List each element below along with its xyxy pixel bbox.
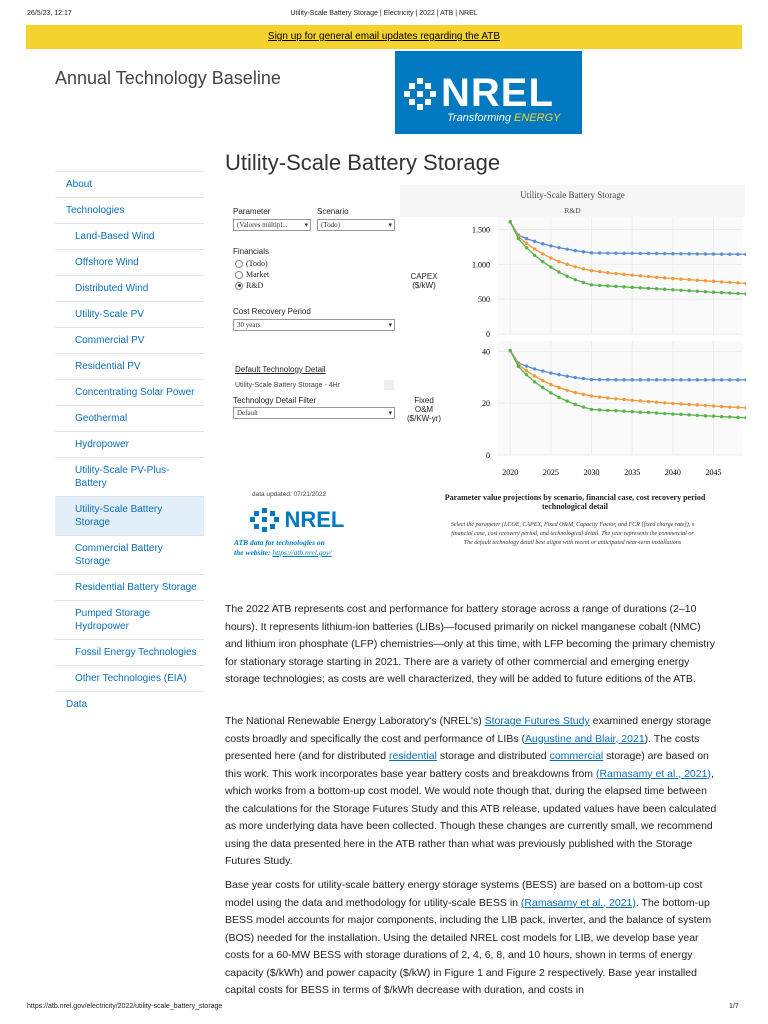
chart-caption-title-line2: technological detail (542, 502, 608, 511)
chart-data-point (565, 274, 568, 277)
chart-plot-area (498, 217, 742, 334)
chart-y-tick-label: 1.500 (472, 225, 490, 235)
chart-data-point (565, 389, 568, 392)
chart-data-point (517, 237, 520, 240)
default-tech-label: Default Technology Detail (235, 365, 326, 374)
chart-data-point (557, 386, 560, 389)
chart-data-point (744, 416, 746, 419)
chart-y-tick-label: 20 (482, 399, 490, 409)
parameter-label: Parameter (233, 207, 271, 216)
chart-data-point (679, 402, 682, 405)
sidebar-item-other-technologies-eia[interactable]: Other Technologies (EIA) (55, 665, 204, 691)
chart-data-point (647, 400, 650, 403)
chart-data-point (565, 399, 568, 402)
chart-y-tick-label: 1.000 (472, 260, 490, 270)
chart-data-point (720, 291, 723, 294)
atb-data-note-line1: ATB data for technologies on (234, 538, 325, 547)
chart-data-point (574, 278, 577, 281)
chart-y-tick-label: 500 (478, 295, 490, 305)
chart-data-point (639, 286, 642, 289)
chart-data-point (533, 380, 536, 383)
chart-caption-title-line1: Parameter value projections by scenario, financial case, cost recovery period (444, 493, 706, 502)
chart-data-point (541, 379, 544, 382)
atb-data-note (234, 538, 332, 558)
chart-data-point (533, 240, 536, 243)
chart-data-point (736, 416, 739, 419)
chart-data-point (712, 280, 715, 283)
chart-data-point (598, 270, 601, 273)
sidebar-item-utility-scale-pv[interactable]: Utility-Scale PV (55, 301, 204, 327)
chart-data-point (663, 412, 666, 415)
chart-data-point (606, 251, 609, 254)
storage-futures-link[interactable]: Storage Futures Study (484, 715, 590, 727)
sidebar-item-land-based-wind[interactable]: Land-Based Wind (55, 223, 204, 249)
financials-label: Financials (233, 247, 270, 256)
chart-data-point (614, 285, 617, 288)
chart-data-point (541, 386, 544, 389)
sidebar-item-about[interactable]: About (55, 171, 204, 197)
sidebar-item-concentrating-solar-power[interactable]: Concentrating Solar Power (55, 379, 204, 405)
sidebar-item-distributed-wind[interactable]: Distributed Wind (55, 275, 204, 301)
nrel-small-logo-icon (250, 507, 280, 533)
scenario-select[interactable] (317, 219, 395, 231)
chart-caption-line: Select the parameter (LCOE, CAPEX, Fixed O&M, Capacity Factor, and FCR [fixed charge rate]), s (450, 522, 695, 528)
chart-data-point (671, 277, 674, 280)
chart-data-point (639, 274, 642, 277)
chart-data-point (582, 377, 585, 380)
chart-data-point (736, 378, 739, 381)
cost-recovery-select[interactable] (233, 319, 395, 331)
chart-data-point (557, 373, 560, 376)
chart-data-point (590, 251, 593, 254)
chart-caption-line: The default technology detail best aligns with recent or anticipated near-term installations (463, 540, 682, 546)
nrel-logo[interactable] (395, 51, 582, 134)
chart-data-point (696, 290, 699, 293)
sfs-text: storage and distributed (436, 750, 550, 762)
chart-data-point (736, 253, 739, 256)
atb-data-note-line2: the website: (234, 548, 271, 557)
sidebar-item-residential-pv[interactable]: Residential PV (55, 353, 204, 379)
chart-data-point (655, 276, 658, 279)
bess-text: Base year costs for utility-scale battery energy storage systems (BESS) are based on a bottom-up cost model using the data and methodology for utility-scale BESS in (225, 879, 703, 909)
ramasamy-link-2[interactable]: (Ramasamy et al., 2021) (520, 896, 636, 909)
intro-paragraph: The 2022 ATB represents cost and performance for battery storage across a range of durations (2–10 hours). It represents lithium-ion batteries (LIBs)—focused primarily on nickel manganese cobalt (NMC) and lithium iron phosphate (LFP) chemistries—only at this time, with LFP becoming the primary chemistry for stationary storage starting in 2021. There are a variety of other commercial and emerging energy storage technologies; as costs are well characterized, they will be added to future editions of the ATB. (225, 603, 715, 685)
chart-data-point (549, 383, 552, 386)
chart-data-point (655, 378, 658, 381)
print-datetime: 26/5/23, 12:17 (27, 10, 72, 17)
print-footer-url: https://atb.nrel.gov/electricity/2022/utility-scale_battery_storage (27, 1003, 223, 1010)
chart-data-point (696, 414, 699, 417)
chart-data-point (606, 378, 609, 381)
chart-data-point (525, 373, 528, 376)
chart-data-point (565, 247, 568, 250)
chart-data-point (704, 279, 707, 282)
chart-data-point (606, 271, 609, 274)
chart-data-point (631, 273, 634, 276)
chart-y-tick-label: 0 (486, 451, 490, 460)
chart-data-point (679, 413, 682, 416)
chart-data-point (704, 414, 707, 417)
print-doc-title: Utility-Scale Battery Storage | Electricity | 2022 | ATB | NREL (290, 10, 478, 17)
chart-data-point (557, 270, 560, 273)
chart-x-tick-label: 2020 (502, 468, 519, 477)
chart-data-point (533, 367, 536, 370)
chart-data-point (614, 397, 617, 400)
chart-data-point (614, 378, 617, 381)
chart-data-point (557, 396, 560, 399)
chart-data-point (679, 252, 682, 255)
chart-data-point (647, 378, 650, 381)
chart-data-point (631, 399, 634, 402)
chart-data-point (728, 291, 731, 294)
chart-data-point (590, 269, 593, 272)
nrel-tagline (447, 112, 561, 124)
chart-data-point (631, 410, 634, 413)
chart-data-point (509, 349, 512, 352)
chart-data-point (687, 289, 690, 292)
fom-axis-label: Fixed O&M ($/KW-yr) (406, 396, 442, 423)
chart-data-point (744, 406, 746, 409)
chart-data-point (574, 403, 577, 406)
chart-data-point (647, 252, 650, 255)
chart-y-tick-label: 0 (486, 330, 490, 339)
radio-icon (235, 260, 243, 268)
financials-option-market[interactable] (235, 269, 269, 280)
tech-filter-select[interactable] (233, 407, 395, 419)
chart-x-tick-label: 2040 (664, 468, 681, 477)
data-updated-label: data updated: 07/21/2022 (252, 491, 327, 498)
chart-data-point (720, 280, 723, 283)
chart-caption-title (405, 493, 745, 511)
chart-data-point (509, 220, 512, 223)
tech-filter-select-value: Default (237, 409, 258, 417)
sfs-text: storage) are based on this work. This work incorporates base year battery costs and breakdowns from (225, 750, 709, 780)
page-title: Utility-Scale Battery Storage (225, 150, 501, 175)
chart-data-point (728, 252, 731, 255)
chart-data-point (614, 409, 617, 412)
chart-data-point (696, 378, 699, 381)
chart-data-point (622, 398, 625, 401)
scenario-label: Scenario (317, 207, 349, 216)
print-page-number: 1/7 (729, 1003, 739, 1010)
chart-data-point (549, 371, 552, 374)
chart-data-point (728, 281, 731, 284)
chart-x-tick-label: 2035 (624, 468, 641, 477)
chart-data-point (574, 249, 577, 252)
chart-data-point (590, 283, 593, 286)
chart-data-point (704, 378, 707, 381)
augustine-blair-link[interactable]: Augustine and Blair, 2021 (524, 732, 645, 745)
chart-data-point (631, 378, 634, 381)
chart-data-point (679, 378, 682, 381)
sidebar-item-geothermal[interactable]: Geothermal (55, 405, 204, 431)
chart-data-point (712, 378, 715, 381)
chart-data-point (663, 252, 666, 255)
chart-data-point (704, 290, 707, 293)
chart-data-point (704, 404, 707, 407)
chart-data-point (720, 252, 723, 255)
chart-data-point (655, 252, 658, 255)
chart-data-point (533, 247, 536, 250)
sidebar-item-residential-battery-storage[interactable]: Residential Battery Storage (55, 574, 204, 600)
chart-data-point (647, 411, 650, 414)
chart-data-point (728, 415, 731, 418)
chart-data-point (720, 378, 723, 381)
default-tech-swatch (384, 380, 394, 390)
chart-data-point (525, 237, 528, 240)
chart-data-point (639, 378, 642, 381)
chart-data-point (565, 263, 568, 266)
chart-data-point (663, 276, 666, 279)
chart-data-point (671, 378, 674, 381)
sfs-text: examined energy storage costs broadly and specifically the cost and performance of LIBs ( (225, 715, 712, 745)
chart-data-point (728, 378, 731, 381)
radio-selected-icon (235, 282, 243, 290)
nrel-tagline-prefix: Transforming (447, 112, 511, 124)
chart-data-point (622, 410, 625, 413)
chart-x-tick-label: 2025 (542, 468, 559, 477)
chart-data-point (557, 260, 560, 263)
nrel-tagline-highlight: ENERGY (514, 112, 561, 124)
financials-option-all[interactable] (235, 258, 269, 269)
chart-data-point (549, 244, 552, 247)
chart-data-point (671, 252, 674, 255)
chart-data-point (622, 273, 625, 276)
commercial-link[interactable]: commercial (549, 750, 604, 762)
chart-data-point (590, 394, 593, 397)
chart-data-point (582, 393, 585, 396)
chart-data-point (704, 252, 707, 255)
chart-data-point (614, 252, 617, 255)
chart-data-point (549, 256, 552, 259)
chart-data-point (639, 399, 642, 402)
chart-data-point (744, 282, 746, 285)
chart-data-point (541, 242, 544, 245)
chart-data-point (712, 291, 715, 294)
chart-data-point (606, 284, 609, 287)
chart-data-point (533, 254, 536, 257)
chart-data-point (655, 400, 658, 403)
chart-data-point (622, 252, 625, 255)
chart-data-point (598, 284, 601, 287)
sidebar-item-technologies[interactable]: Technologies (55, 197, 204, 223)
chart-data-point (687, 252, 690, 255)
sfs-text: The National Renewable Energy Laboratory's (NREL's) (225, 715, 485, 727)
chart-data-point (647, 287, 650, 290)
nrel-small-logo-text: NREL (284, 507, 345, 532)
sidebar-item-data[interactable]: Data (55, 691, 204, 717)
chart-data-point (712, 414, 715, 417)
site-title[interactable]: Annual Technology Baseline (55, 68, 281, 88)
chart-data-point (525, 242, 528, 245)
chart-data-point (655, 287, 658, 290)
ramasamy-link[interactable]: (Ramasamy et al., 2021) (595, 767, 711, 780)
sidebar-item-commercial-battery-storage[interactable]: Commercial Battery Storage (55, 535, 204, 574)
chart-data-point (574, 391, 577, 394)
chart-data-point (557, 246, 560, 249)
chart-data-point (687, 413, 690, 416)
financials-option-label: R&D (246, 281, 264, 290)
chart-data-point (549, 391, 552, 394)
chart-data-point (639, 252, 642, 255)
scenario-select-value: (Todo) (321, 221, 340, 229)
chart-data-point (606, 396, 609, 399)
capex-axis-label: CAPEX ($/kW) (410, 272, 438, 290)
chart-data-point (696, 252, 699, 255)
chart-title: Utility-Scale Battery Storage (520, 190, 625, 200)
chart-data-point (728, 405, 731, 408)
chart-data-point (525, 369, 528, 372)
chart-data-point (720, 415, 723, 418)
chevron-down-icon: ▾ (388, 221, 392, 229)
chart-data-point (671, 412, 674, 415)
chart-data-point (744, 292, 746, 295)
chart-data-point (574, 265, 577, 268)
chart-data-point (590, 408, 593, 411)
chart-data-point (744, 378, 746, 381)
email-signup-banner (26, 25, 742, 49)
chart-data-point (622, 378, 625, 381)
sidebar-item-fossil-energy-technologies[interactable]: Fossil Energy Technologies (55, 639, 204, 665)
chart-data-point (631, 286, 634, 289)
chart-data-point (582, 405, 585, 408)
email-signup-link[interactable]: Sign up for general email updates regarding the ATB (267, 31, 501, 42)
chart-caption-line: financial case, cost recovery period, and technological detail. The year represents the commercial or (451, 531, 694, 537)
chart-data-point (582, 281, 585, 284)
sidebar-item-commercial-pv[interactable]: Commercial PV (55, 327, 204, 353)
bess-text: . The bottom-up BESS model accounts for major components, including the LIB pack, inverter, and the balance of system (BOS) needed for the installation. Using the detailed NREL cost models for LIB, we develop base year costs for a 60-MW BESS with storage durations of 2, 4, 6, 8, and 10 hours, shown in terms of energy capacity ($/kWh) and power capacity ($/kW) in Figure 1 and Figure 2 respectively. Base year installed capital costs for BESS in terms of $/kWh decrease with duration, and costs in (225, 896, 712, 996)
radio-icon (235, 271, 243, 279)
chart-data-point (679, 289, 682, 292)
cost-recovery-label: Cost Recovery Period (233, 307, 311, 316)
sidebar-nav (55, 171, 204, 717)
financials-option-label: Market (246, 270, 270, 279)
chart-data-point (671, 288, 674, 291)
chart-data-point (590, 378, 593, 381)
sidebar-item-utility-scale-pv-plus-battery[interactable]: Utility-Scale PV-Plus-Battery (55, 457, 204, 496)
chart-data-point (663, 288, 666, 291)
financials-option-label: (Todo) (246, 259, 268, 268)
chart-data-point (687, 278, 690, 281)
chart-data-point (622, 285, 625, 288)
chart-data-point (663, 401, 666, 404)
chart-data-point (647, 275, 650, 278)
chart-data-point (525, 364, 528, 367)
chart-data-point (712, 404, 715, 407)
chart-data-point (533, 374, 536, 377)
chevron-down-icon: ▾ (304, 221, 308, 229)
sidebar-item-offshore-wind[interactable]: Offshore Wind (55, 249, 204, 275)
chart-data-point (598, 251, 601, 254)
sidebar-item-pumped-storage-hydropower[interactable]: Pumped Storage Hydropower (55, 600, 204, 639)
chart-data-point (582, 267, 585, 270)
chart-plot-area (498, 341, 742, 455)
chart-data-point (598, 408, 601, 411)
chart-data-point (736, 281, 739, 284)
chart-data-point (744, 253, 746, 256)
chevron-down-icon: ▾ (388, 321, 392, 329)
chart-data-point (517, 365, 520, 368)
chart-data-point (541, 252, 544, 255)
chart-x-tick-label: 2030 (583, 468, 600, 477)
chart-data-point (671, 402, 674, 405)
chart-data-point (663, 378, 666, 381)
chart-data-point (639, 411, 642, 414)
bess-paragraph (225, 877, 717, 1000)
chart-data-point (541, 260, 544, 263)
chart-subtitle: R&D (564, 206, 581, 215)
chart-data-point (679, 277, 682, 280)
chart-data-point (687, 378, 690, 381)
chart-caption-body (400, 521, 745, 548)
chart-data-point (565, 375, 568, 378)
chart-data-point (696, 403, 699, 406)
chart-data-point (598, 395, 601, 398)
sfs-text: , which works from a bottom-up cost model. We would note though that, during the elapsed time between the calculations for the Storage Futures Study and this ATB release, updated values have been calculated as more underlying data have been collected. Though these changes are currently small, we recommend using the data presented here in the ATB rather than what was previously published with the Storage Futures Study. (225, 767, 717, 867)
parameter-select-value: (Valores múltipl... (237, 221, 288, 229)
chevron-down-icon: ▾ (388, 409, 392, 417)
nrel-logo-text: NREL (441, 71, 554, 115)
chart-data-point (655, 411, 658, 414)
chart-data-point (696, 279, 699, 282)
chart-data-point (598, 378, 601, 381)
chart-x-tick-label: 2045 (705, 468, 722, 477)
chart-data-point (736, 406, 739, 409)
chart-data-point (574, 376, 577, 379)
chart-data-point (736, 292, 739, 295)
sfs-paragraph (225, 713, 717, 871)
sfs-text: ). The costs presented here (and for distributed (225, 732, 700, 762)
battery-cost-chart (450, 217, 746, 485)
chart-data-point (712, 252, 715, 255)
financials-radio-group (235, 258, 269, 291)
chart-data-point (614, 272, 617, 275)
sidebar-item-hydropower[interactable]: Hydropower (55, 431, 204, 457)
nrel-small-logo[interactable] (250, 507, 344, 533)
parameter-select[interactable] (233, 219, 311, 231)
financials-option-rd[interactable] (235, 280, 269, 291)
tech-filter-label: Technology Detail Filter (233, 396, 317, 405)
sidebar-item-utility-scale-battery-storage[interactable]: Utility-Scale Battery Storage (55, 496, 204, 535)
chart-data-point (541, 369, 544, 372)
chart-data-point (606, 409, 609, 412)
chart-data-point (720, 405, 723, 408)
cost-recovery-select-value: 30 years (237, 321, 261, 329)
chart-data-point (582, 250, 585, 253)
chart-data-point (631, 252, 634, 255)
chart-data-point (687, 403, 690, 406)
chart-data-point (549, 265, 552, 268)
atb-data-link[interactable]: https://atb.nrel.gov/ (272, 548, 332, 557)
residential-link[interactable]: residential (389, 750, 437, 762)
chart-y-tick-label: 40 (482, 347, 490, 357)
default-tech-value: Utility-Scale Battery Storage - 4Hr (235, 382, 341, 389)
chart-data-point (525, 246, 528, 249)
